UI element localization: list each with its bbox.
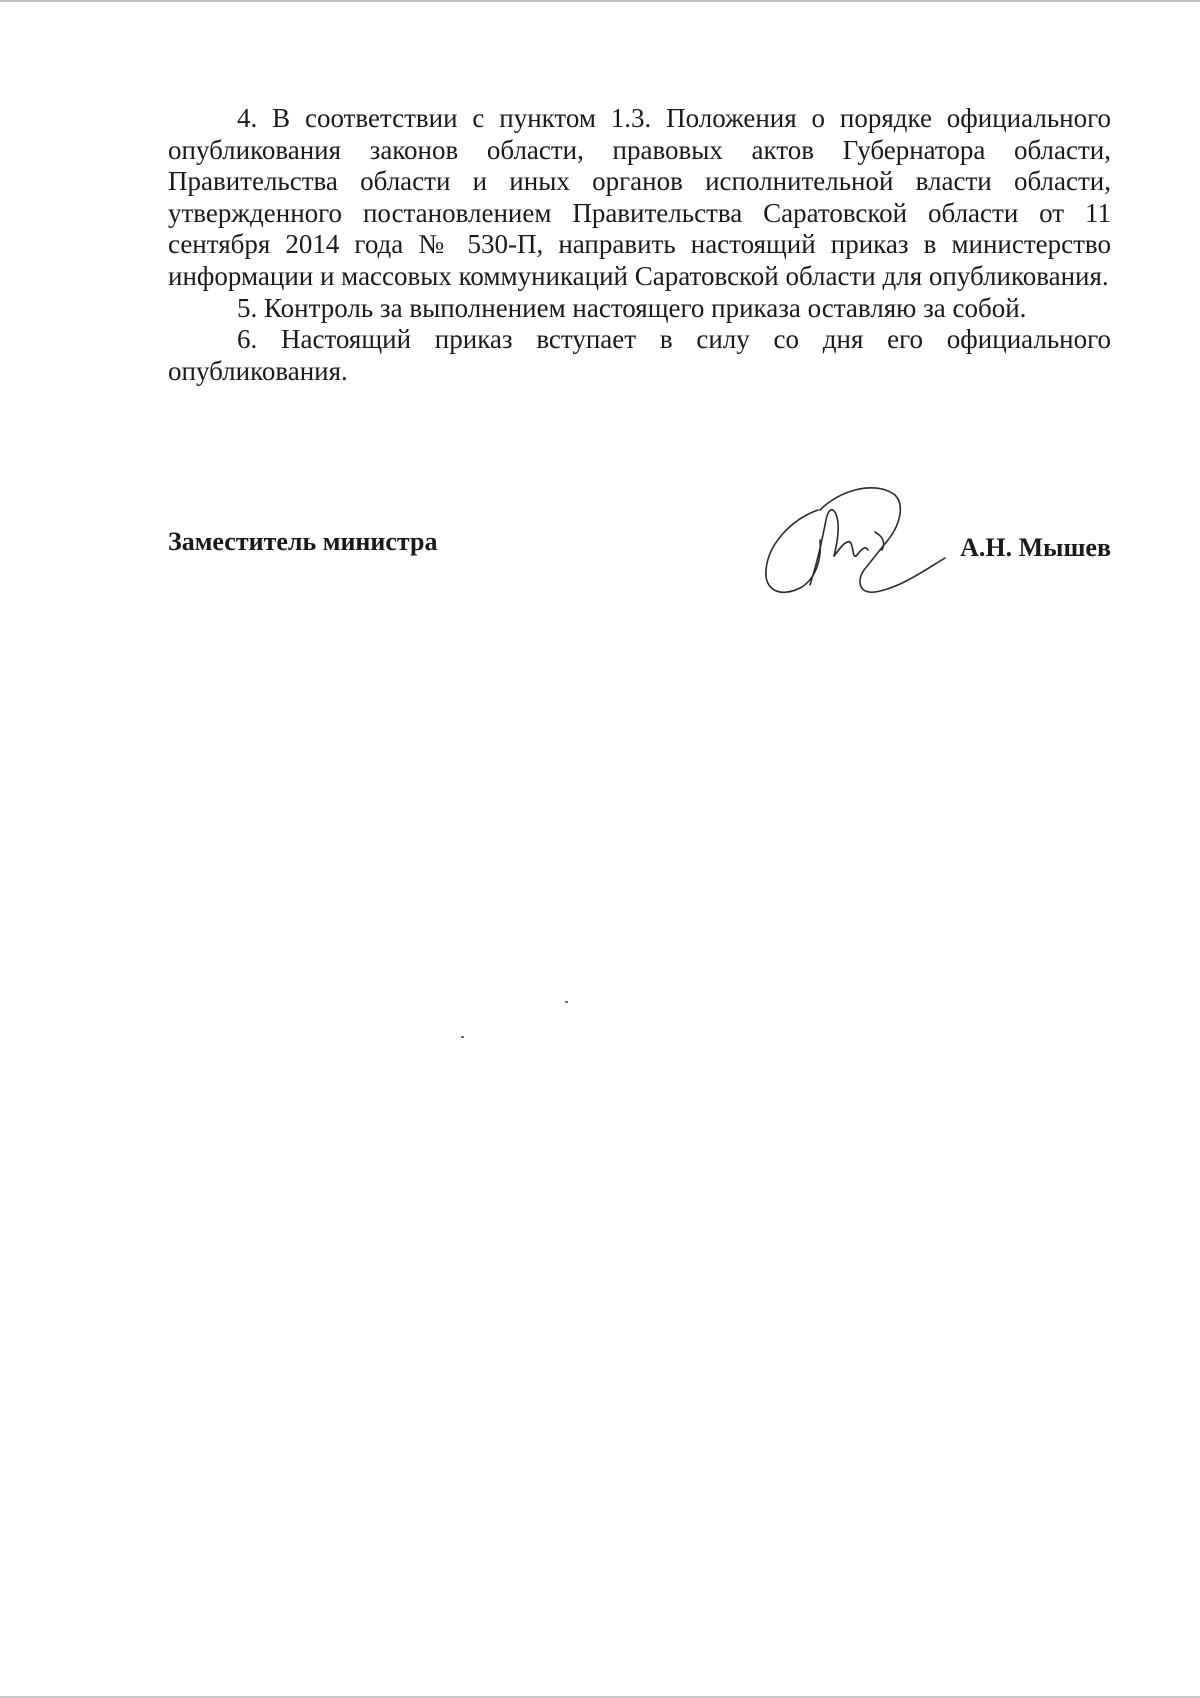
document-body <box>168 103 1111 387</box>
paragraph-5: 5. Контроль за выполнением настоящего приказа оставляю за собой. <box>237 292 1027 323</box>
scan-speck <box>461 1036 464 1038</box>
scan-speck <box>565 1001 568 1003</box>
paragraph-4: 4. В соответствии с пунктом 1.3. Положения о порядке официального опубликования законов области, правовых актов Губернатора области, Правительства области и иных органов исполнительной власти области, утвержденного постановлением Правительства Саратовской области от 11 сентября 2014 года № 530-П, направить настоящий приказ в министерство информации и массовых коммуникаций Саратовской области для опубликования. <box>168 103 1111 291</box>
signer-name: А.Н. Мышев <box>960 533 1111 562</box>
signer-position: Заместитель министра <box>168 527 438 556</box>
paragraph-6: 6. Настоящий приказ вступает в силу со дня его официального опубликования. <box>168 324 1111 386</box>
handwritten-signature <box>760 470 950 610</box>
scan-edge-top <box>0 0 1200 2</box>
signature-block <box>168 527 1111 575</box>
